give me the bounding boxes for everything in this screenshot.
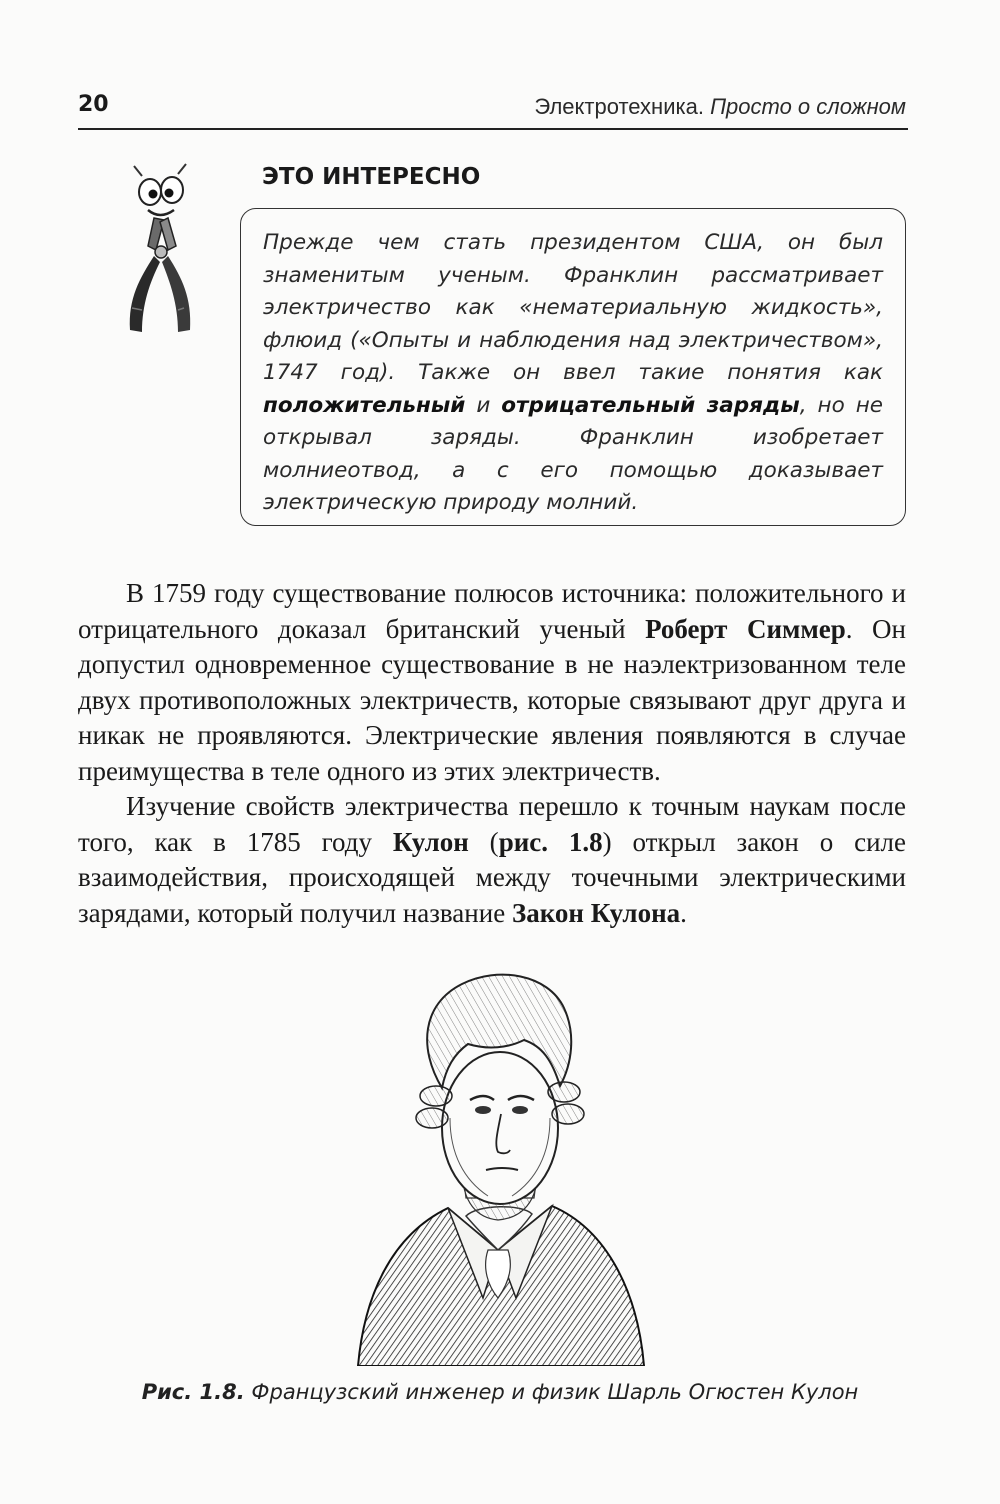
- book-subtitle: Просто о сложном: [710, 94, 906, 119]
- aside-text: Прежде чем стать президентом США, он был знаменитым ученым. Франклин рассматривает электричество как «нематериальную жидкость», флюид («Опыты и наблюдения над электричеством», 1747 год). Также он ввел такие понятия как положительный и отрицательный заряды, но не открывал заряды. Франклин изобретает молниеотвод, а с его помощью доказывает электрическую природу молний.: [263, 230, 883, 515]
- pliers-mascot-icon: [120, 158, 200, 348]
- name-coulomb: Кулон: [392, 826, 469, 857]
- page-number: 20: [78, 92, 109, 117]
- header-rule: [78, 128, 908, 130]
- figure-caption: [0, 1380, 1000, 1404]
- book-title: Электротехника.: [534, 94, 704, 119]
- coulomb-law-term: Закон Кулона: [511, 897, 681, 928]
- figure-reference: рис. 1.8: [498, 826, 603, 857]
- paragraph-1: В 1759 году существование полюсов источника: положительного и отрицательного доказал британский ученый Роберт Симмер. Он допустил одновременное существование в не наэлектризованном теле двух противоположных электричеств, которые связывают друг друга и никак не проявляются. Электрические явления появляются в случае преимущества в теле одного из этих электричеств.: [78, 578, 906, 786]
- body-text: [78, 576, 906, 931]
- figure-label: Рис. 1.8.: [141, 1380, 245, 1404]
- aside-term-positive: положительный: [263, 392, 466, 418]
- paragraph-2: Изучение свойств электричества перешло к точным наукам после того, как в 1785 году Кулон (рис. 1.8) открыл закон о силе взаимодействия, происходящей между точечными электрическими зарядами, который получил название Закон Кулона.: [78, 791, 907, 928]
- aside-title: ЭТО ИНТЕРЕСНО: [262, 164, 481, 190]
- figure-caption-text: Французский инженер и физик Шарль Огюстен Кулон: [244, 1380, 859, 1404]
- name-robert-symmer: Роберт Симмер: [645, 613, 846, 644]
- aside-term-negative: отрицательный заряды: [501, 392, 800, 418]
- portrait-engraving: [338, 968, 658, 1366]
- running-head: [534, 94, 906, 120]
- aside-box: [240, 208, 906, 526]
